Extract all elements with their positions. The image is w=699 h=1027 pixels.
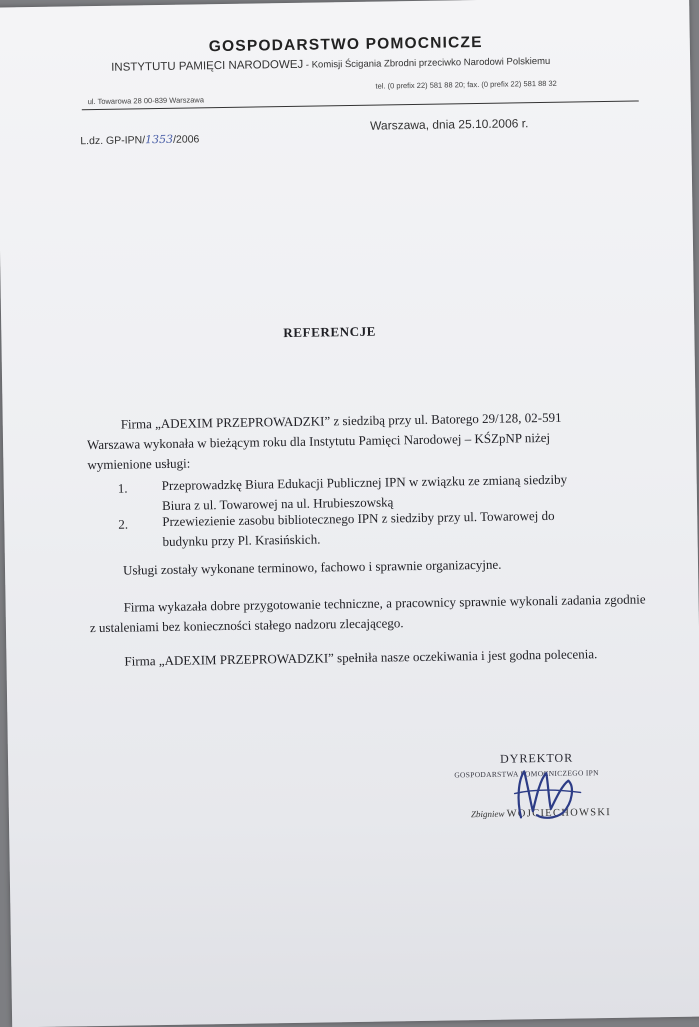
- list-item-line: Przeprowadzkę Biura Edukacji Publicznej IPN w związku ze zmianą siedziby: [161, 471, 568, 494]
- handwritten-signature: [502, 758, 593, 829]
- list-item-line: Przewiezienie zasobu bibliotecznego IPN z siedziby przy ul. Towarowej do: [162, 507, 555, 530]
- date-line: Warszawa, dnia 25.10.2006 r.: [369, 116, 529, 133]
- signatory-surname: WOJCIECHOWSKI: [506, 807, 612, 820]
- reference-prefix: L.dz. GP-IPN/: [80, 134, 146, 148]
- reference-handwritten-number: 1353: [144, 132, 174, 147]
- letterhead-org-name: GOSPODARSTWO POMOCNICZE: [208, 33, 483, 56]
- document-heading: REFERENCJE: [283, 323, 377, 341]
- list-item: [162, 505, 623, 552]
- letterhead-commission: - Komisji Ścigania Zbrodni przeciwko Narodowi Polskiemu: [303, 55, 551, 71]
- signature-stroke: [518, 771, 572, 819]
- list-item-line: Biura z ul. Towarowej na ul. Hrubieszowską: [161, 494, 394, 514]
- reference-suffix: /2006: [172, 133, 200, 146]
- reference-number: [80, 132, 199, 147]
- letterhead-subtitle: [111, 55, 550, 74]
- intro-paragraph: [87, 407, 608, 475]
- letterhead-phones: tel. (0 prefix 22) 581 88 20; fax. (0 prefix 22) 581 88 32: [375, 78, 557, 91]
- letterhead-institute: INSTYTUTU PAMIĘCI NARODOWEJ: [111, 58, 304, 74]
- list-item-number: 1.: [117, 480, 128, 496]
- services-paragraph: Usługi zostały wykonane terminowo, fachowo i sprawnie organizacyjne.: [122, 556, 502, 578]
- preparation-paragraph: Firma wykazała dobre przygotowanie techniczne, a pracownicy sprawnie wykonali zadania zgodnie z ustaleniami bez konieczności stałego nadzoru zlecającego.: [89, 591, 646, 636]
- recommendation-paragraph: Firma „ADEXIM PRZEPROWADZKI” spełniła nasze oczekiwania i jest godna polecenia.: [124, 646, 598, 669]
- stamp-text: GOSPODARSTWA POMOCNICZEGO IPN: [454, 768, 599, 780]
- intro-text: Firma „ADEXIM PRZEPROWADZKI” z siedzibą przy ul. Batorego 29/128, 02-591 Warszawa wykonała w bieżącym roku dla Instytutu Pamięci Narodowej – KŚZpNP niżej wymienione usługi:: [86, 409, 562, 473]
- list-item-number: 2.: [118, 516, 129, 532]
- signatory-title: DYREKTOR: [499, 750, 574, 766]
- letterhead-address: ul. Towarowa 28 00-839 Warszawa: [87, 95, 205, 107]
- list-item-line: budynku przy Pl. Krasińskich.: [162, 531, 321, 550]
- signatory-first-name: Zbigniew: [470, 808, 505, 820]
